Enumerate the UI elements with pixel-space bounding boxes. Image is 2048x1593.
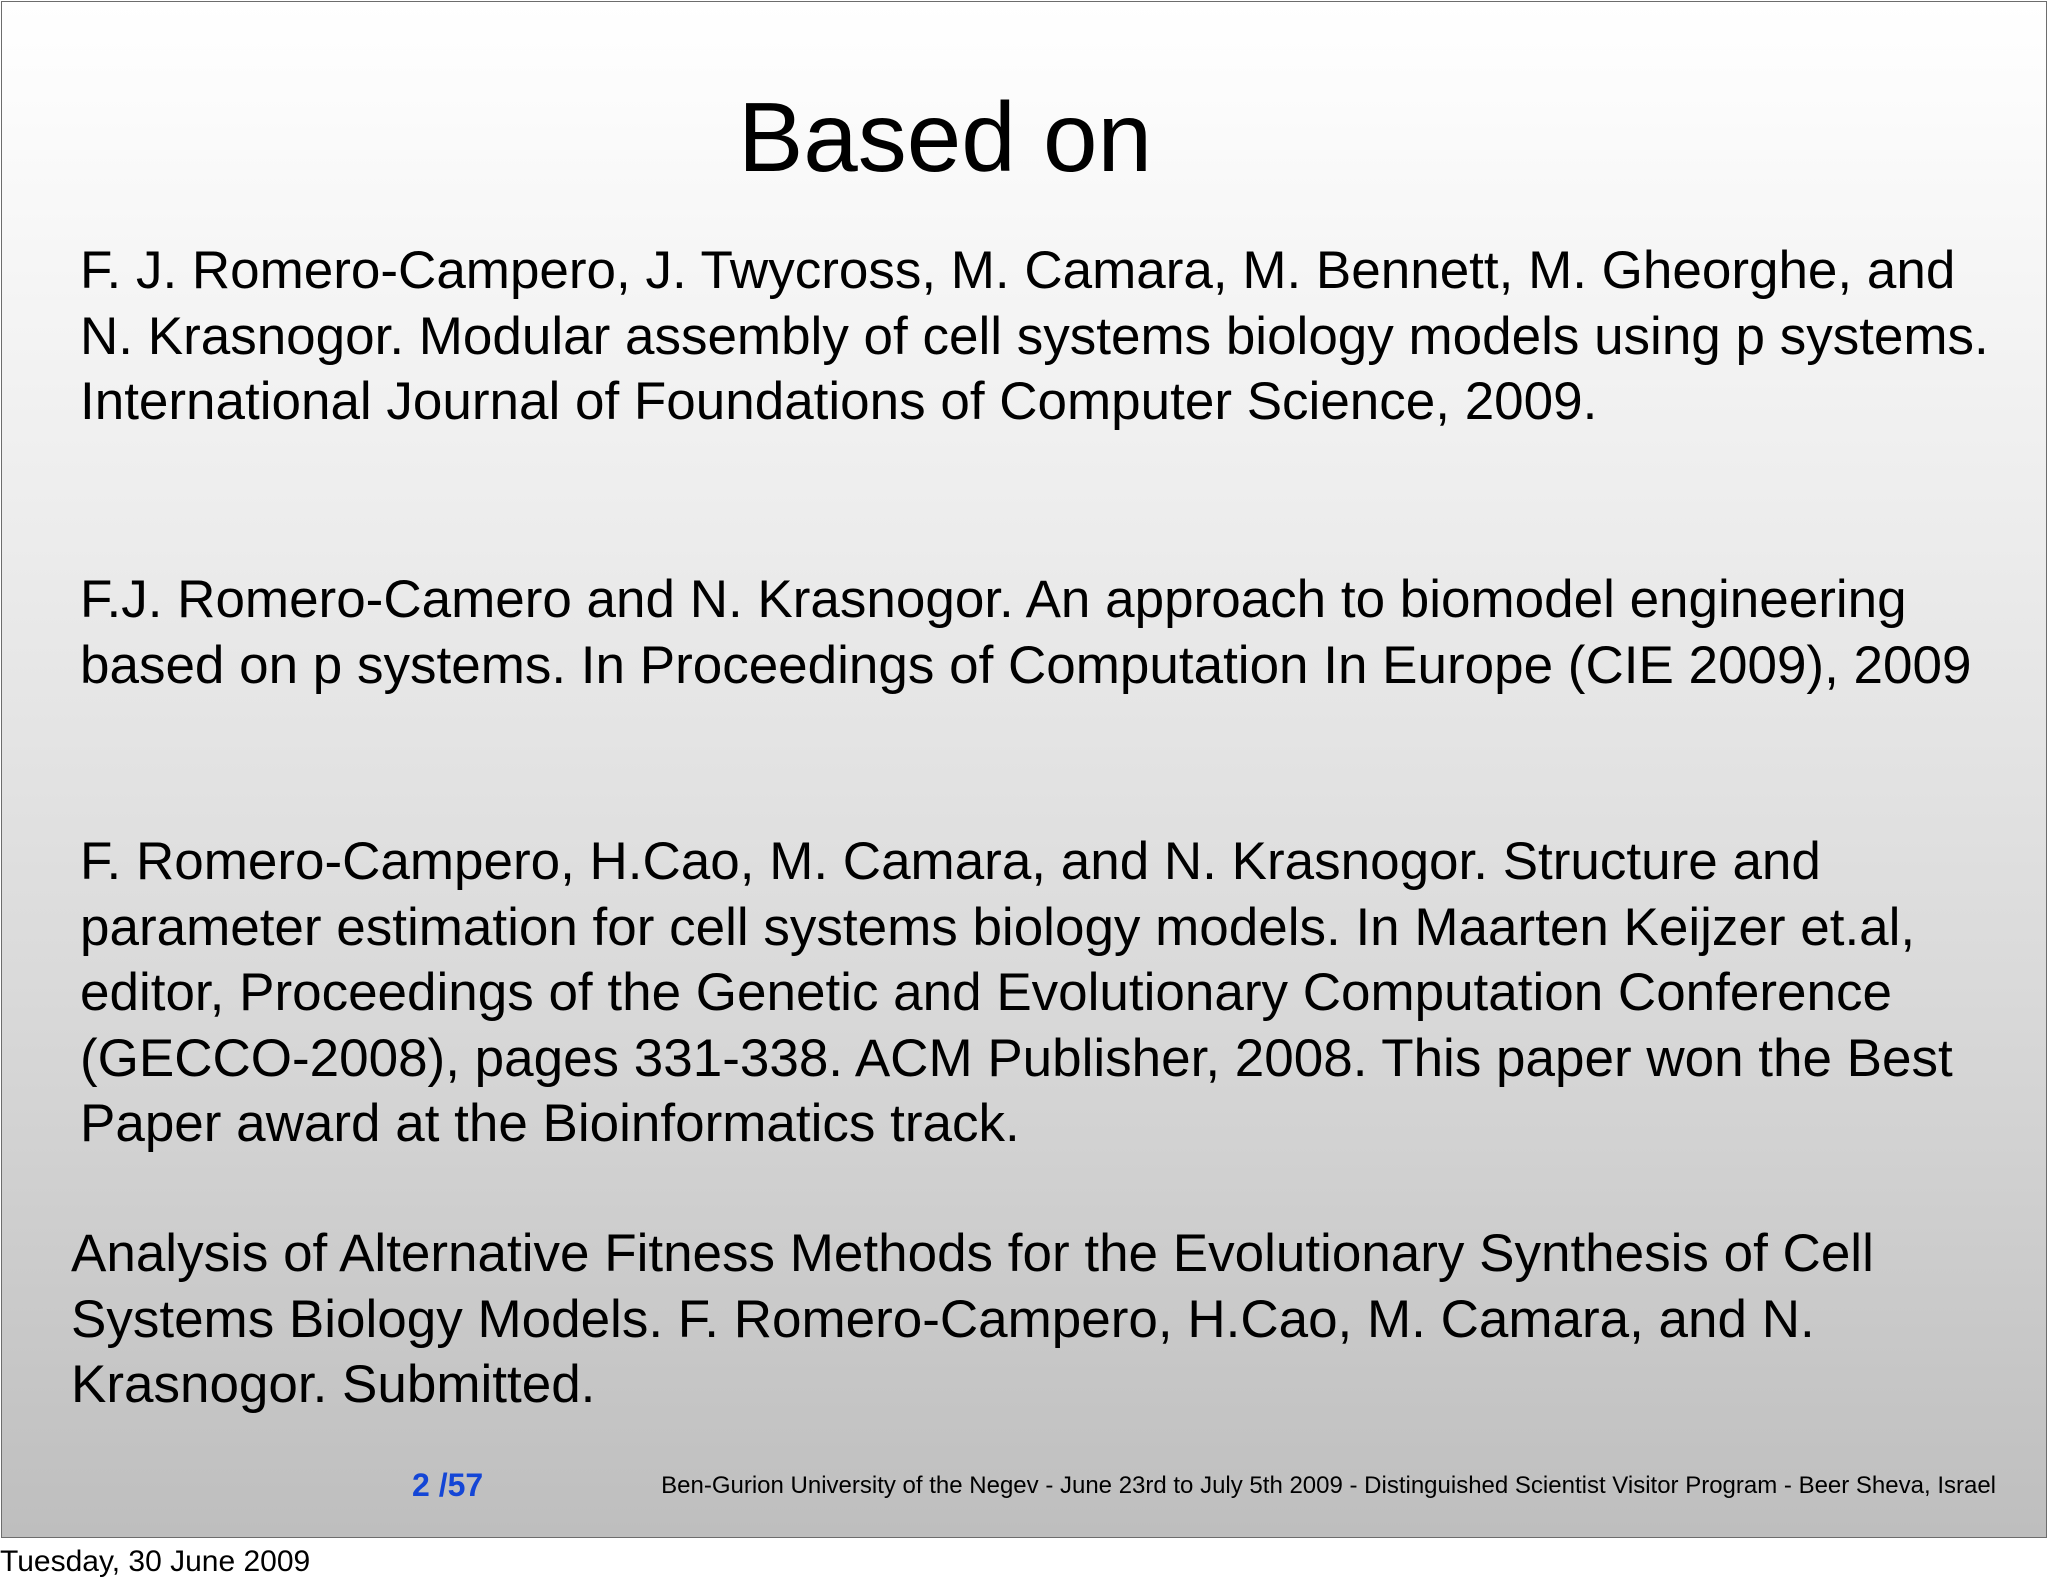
print-date: Tuesday, 30 June 2009 bbox=[0, 1545, 311, 1578]
slide-title: Based on bbox=[737, 82, 1153, 192]
slide bbox=[1, 1, 2047, 1538]
reference-item: F. J. Romero-Campero, J. Twycross, M. Camara, M. Bennett, M. Gheorghe, and N. Krasnogor. Modular assembly of cell systems biology models using p systems. International Journal of Foundations of Computer Science, 2009. bbox=[80, 241, 1989, 431]
footer-text: Ben-Gurion University of the Negev - June 23rd to July 5th 2009 - Distinguished Scientist Visitor Program - Beer Sheva, Israel bbox=[661, 1472, 1996, 1499]
reference-item: F.J. Romero-Camero and N. Krasnogor. An approach to biomodel engineering based on p systems. In Proceedings of Computation In Europe (CIE 2009), 2009 bbox=[80, 570, 1972, 695]
reference-item: F. Romero-Campero, H.Cao, M. Camara, and N. Krasnogor. Structure and parameter estimation for cell systems biology models. In Maarten Keijzer et.al, editor, Proceedings of the Genetic and Evolutionary Computation Conference (GECCO-2008), pages 331-338. ACM Publisher, 2008. This paper won the Best Paper award at the Bioinformatics track. bbox=[80, 832, 1953, 1153]
page-number: 2 /57 bbox=[412, 1467, 484, 1503]
reference-item: Analysis of Alternative Fitness Methods for the Evolutionary Synthesis of Cell Systems Biology Models. F. Romero-Campero, H.Cao, M. Camara, and N. Krasnogor. Submitted. bbox=[71, 1224, 1874, 1414]
